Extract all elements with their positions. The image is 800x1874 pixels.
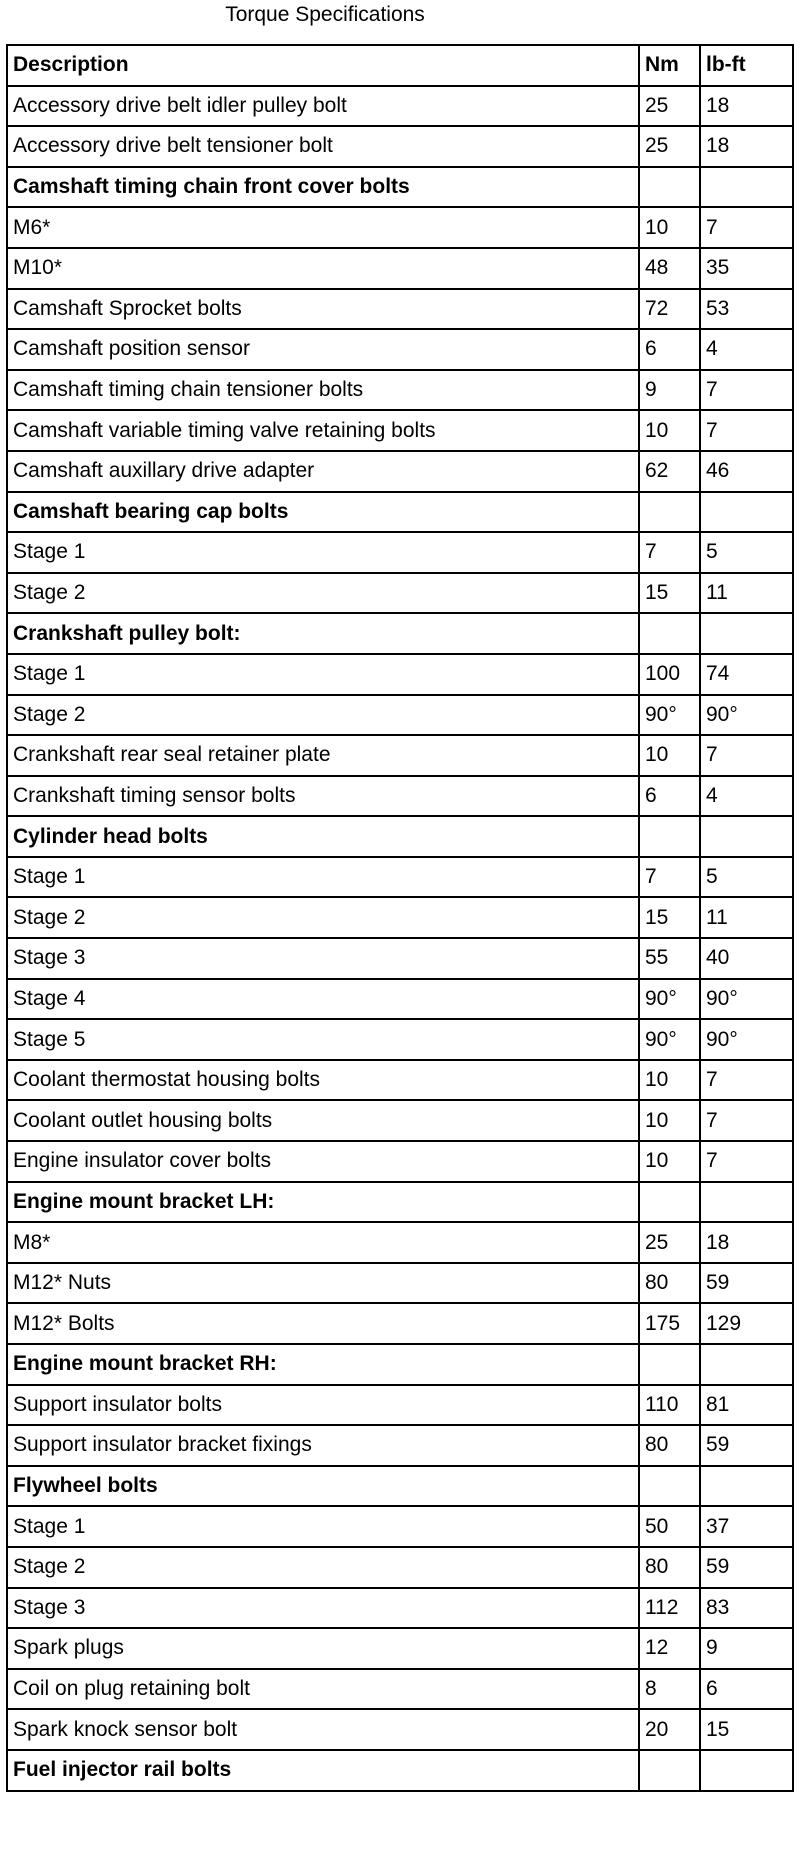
row-lbft-value: 5 — [700, 857, 793, 898]
row-nm-value — [639, 1750, 700, 1791]
row-lbft-value: 7 — [700, 370, 793, 411]
row-lbft-value — [700, 816, 793, 857]
row-lbft-value: 40 — [700, 938, 793, 979]
row-nm-value — [639, 613, 700, 654]
row-description: Coolant thermostat housing bolts — [7, 1060, 639, 1101]
row-lbft-value: 9 — [700, 1628, 793, 1669]
row-lbft-value — [700, 167, 793, 208]
section-header-row — [7, 1182, 793, 1223]
section-header-row — [7, 816, 793, 857]
row-nm-value: 50 — [639, 1506, 700, 1547]
row-nm-value: 175 — [639, 1303, 700, 1344]
row-nm-value: 62 — [639, 451, 700, 492]
table-row — [7, 1506, 793, 1547]
row-description: Stage 1 — [7, 1506, 639, 1547]
row-description: Stage 5 — [7, 1019, 639, 1060]
row-lbft-value: 35 — [700, 248, 793, 289]
section-header-row — [7, 492, 793, 533]
row-nm-value: 80 — [639, 1425, 700, 1466]
row-lbft-value: 18 — [700, 86, 793, 127]
row-lbft-value — [700, 613, 793, 654]
row-description: Stage 1 — [7, 532, 639, 573]
page-title: Torque Specifications — [225, 3, 425, 26]
table-body — [7, 86, 793, 1791]
row-nm-value: 25 — [639, 126, 700, 167]
row-lbft-value: 18 — [700, 1222, 793, 1263]
row-lbft-value: 7 — [700, 735, 793, 776]
table-row — [7, 1263, 793, 1304]
row-description: Crankshaft rear seal retainer plate — [7, 735, 639, 776]
row-nm-value: 6 — [639, 329, 700, 370]
row-nm-value: 72 — [639, 289, 700, 330]
row-lbft-value: 7 — [700, 1141, 793, 1182]
row-lbft-value: 4 — [700, 776, 793, 817]
row-nm-value: 10 — [639, 207, 700, 248]
row-description: Spark knock sensor bolt — [7, 1709, 639, 1750]
table-row — [7, 1060, 793, 1101]
row-lbft-value: 15 — [700, 1709, 793, 1750]
row-description: Engine mount bracket LH: — [7, 1182, 639, 1223]
table-row — [7, 776, 793, 817]
row-nm-value: 7 — [639, 857, 700, 898]
row-lbft-value: 6 — [700, 1669, 793, 1710]
row-lbft-value — [700, 1344, 793, 1385]
row-lbft-value: 53 — [700, 289, 793, 330]
row-description: Engine insulator cover bolts — [7, 1141, 639, 1182]
row-lbft-value: 46 — [700, 451, 793, 492]
row-lbft-value — [700, 1750, 793, 1791]
table-row — [7, 1588, 793, 1629]
row-description: Camshaft bearing cap bolts — [7, 492, 639, 533]
table-row — [7, 1709, 793, 1750]
row-description: Stage 4 — [7, 979, 639, 1020]
table-row — [7, 1303, 793, 1344]
row-lbft-value: 59 — [700, 1263, 793, 1304]
row-nm-value: 80 — [639, 1263, 700, 1304]
row-description: Camshaft variable timing valve retaining bolts — [7, 410, 639, 451]
row-description: Stage 1 — [7, 857, 639, 898]
table-row — [7, 86, 793, 127]
row-description: Camshaft Sprocket bolts — [7, 289, 639, 330]
row-nm-value: 10 — [639, 1141, 700, 1182]
row-nm-value: 10 — [639, 735, 700, 776]
header-description: Description — [7, 45, 639, 86]
table-row — [7, 248, 793, 289]
row-description: Coil on plug retaining bolt — [7, 1669, 639, 1710]
row-lbft-value: 18 — [700, 126, 793, 167]
row-nm-value — [639, 492, 700, 533]
table-row — [7, 207, 793, 248]
row-lbft-value: 11 — [700, 897, 793, 938]
row-description: Spark plugs — [7, 1628, 639, 1669]
table-row — [7, 126, 793, 167]
row-lbft-value: 83 — [700, 1588, 793, 1629]
row-nm-value: 90° — [639, 1019, 700, 1060]
row-description: Stage 3 — [7, 1588, 639, 1629]
row-nm-value: 110 — [639, 1385, 700, 1426]
row-nm-value: 15 — [639, 897, 700, 938]
row-nm-value — [639, 1182, 700, 1223]
row-nm-value: 10 — [639, 410, 700, 451]
row-description: Accessory drive belt tensioner bolt — [7, 126, 639, 167]
row-nm-value: 10 — [639, 1100, 700, 1141]
row-description: Flywheel bolts — [7, 1466, 639, 1507]
table-row — [7, 370, 793, 411]
row-lbft-value: 90° — [700, 695, 793, 736]
row-description: Camshaft timing chain front cover bolts — [7, 167, 639, 208]
row-nm-value: 12 — [639, 1628, 700, 1669]
row-nm-value — [639, 167, 700, 208]
row-nm-value: 25 — [639, 86, 700, 127]
row-nm-value: 55 — [639, 938, 700, 979]
section-header-row — [7, 1750, 793, 1791]
row-description: Stage 1 — [7, 654, 639, 695]
row-lbft-value: 4 — [700, 329, 793, 370]
row-nm-value: 10 — [639, 1060, 700, 1101]
section-header-row — [7, 167, 793, 208]
table-row — [7, 329, 793, 370]
row-description: Stage 2 — [7, 573, 639, 614]
header-nm: Nm — [639, 45, 700, 86]
row-description: M12* Bolts — [7, 1303, 639, 1344]
row-nm-value: 6 — [639, 776, 700, 817]
row-lbft-value: 11 — [700, 573, 793, 614]
table-row — [7, 1100, 793, 1141]
row-lbft-value — [700, 1466, 793, 1507]
row-description: Stage 2 — [7, 1547, 639, 1588]
row-lbft-value: 81 — [700, 1385, 793, 1426]
table-row — [7, 573, 793, 614]
row-description: Support insulator bolts — [7, 1385, 639, 1426]
table-row — [7, 695, 793, 736]
row-nm-value: 112 — [639, 1588, 700, 1629]
row-nm-value: 9 — [639, 370, 700, 411]
table-row — [7, 1019, 793, 1060]
row-nm-value: 20 — [639, 1709, 700, 1750]
row-lbft-value: 59 — [700, 1547, 793, 1588]
row-lbft-value: 7 — [700, 410, 793, 451]
row-nm-value: 100 — [639, 654, 700, 695]
row-lbft-value: 90° — [700, 1019, 793, 1060]
section-header-row — [7, 1344, 793, 1385]
row-nm-value: 25 — [639, 1222, 700, 1263]
row-description: Accessory drive belt idler pulley bolt — [7, 86, 639, 127]
row-nm-value: 90° — [639, 695, 700, 736]
row-lbft-value — [700, 492, 793, 533]
row-description: Camshaft position sensor — [7, 329, 639, 370]
table-row — [7, 451, 793, 492]
table-row — [7, 979, 793, 1020]
table-row — [7, 410, 793, 451]
section-header-row — [7, 1466, 793, 1507]
table-header-row — [7, 45, 793, 86]
table-row — [7, 532, 793, 573]
row-description: Support insulator bracket fixings — [7, 1425, 639, 1466]
table-row — [7, 1222, 793, 1263]
row-description: M10* — [7, 248, 639, 289]
row-nm-value: 80 — [639, 1547, 700, 1588]
row-lbft-value — [700, 1182, 793, 1223]
table-row — [7, 735, 793, 776]
row-lbft-value: 7 — [700, 1100, 793, 1141]
row-nm-value — [639, 1344, 700, 1385]
table-row — [7, 1669, 793, 1710]
row-description: Stage 2 — [7, 695, 639, 736]
row-nm-value: 15 — [639, 573, 700, 614]
header-lbft: lb-ft — [700, 45, 793, 86]
row-description: Stage 2 — [7, 897, 639, 938]
row-nm-value: 90° — [639, 979, 700, 1020]
row-lbft-value: 7 — [700, 1060, 793, 1101]
row-description: Crankshaft pulley bolt: — [7, 613, 639, 654]
row-description: Cylinder head bolts — [7, 816, 639, 857]
row-description: Stage 3 — [7, 938, 639, 979]
row-nm-value: 48 — [639, 248, 700, 289]
row-nm-value — [639, 816, 700, 857]
row-lbft-value: 37 — [700, 1506, 793, 1547]
row-description: Camshaft auxillary drive adapter — [7, 451, 639, 492]
row-description: Fuel injector rail bolts — [7, 1750, 639, 1791]
row-description: Engine mount bracket RH: — [7, 1344, 639, 1385]
row-description: M6* — [7, 207, 639, 248]
row-lbft-value: 5 — [700, 532, 793, 573]
section-header-row — [7, 613, 793, 654]
row-description: M12* Nuts — [7, 1263, 639, 1304]
row-lbft-value: 59 — [700, 1425, 793, 1466]
table-row — [7, 897, 793, 938]
row-nm-value — [639, 1466, 700, 1507]
table-row — [7, 1385, 793, 1426]
table-row — [7, 654, 793, 695]
table-row — [7, 1547, 793, 1588]
table-row — [7, 1628, 793, 1669]
row-description: Crankshaft timing sensor bolts — [7, 776, 639, 817]
table-row — [7, 1141, 793, 1182]
row-description: Coolant outlet housing bolts — [7, 1100, 639, 1141]
row-lbft-value: 129 — [700, 1303, 793, 1344]
row-lbft-value: 74 — [700, 654, 793, 695]
table-row — [7, 857, 793, 898]
row-description: Camshaft timing chain tensioner bolts — [7, 370, 639, 411]
table-row — [7, 938, 793, 979]
row-nm-value: 8 — [639, 1669, 700, 1710]
table-row — [7, 289, 793, 330]
torque-spec-table — [6, 44, 794, 1792]
row-nm-value: 7 — [639, 532, 700, 573]
table-row — [7, 1425, 793, 1466]
row-lbft-value: 90° — [700, 979, 793, 1020]
row-lbft-value: 7 — [700, 207, 793, 248]
row-description: M8* — [7, 1222, 639, 1263]
